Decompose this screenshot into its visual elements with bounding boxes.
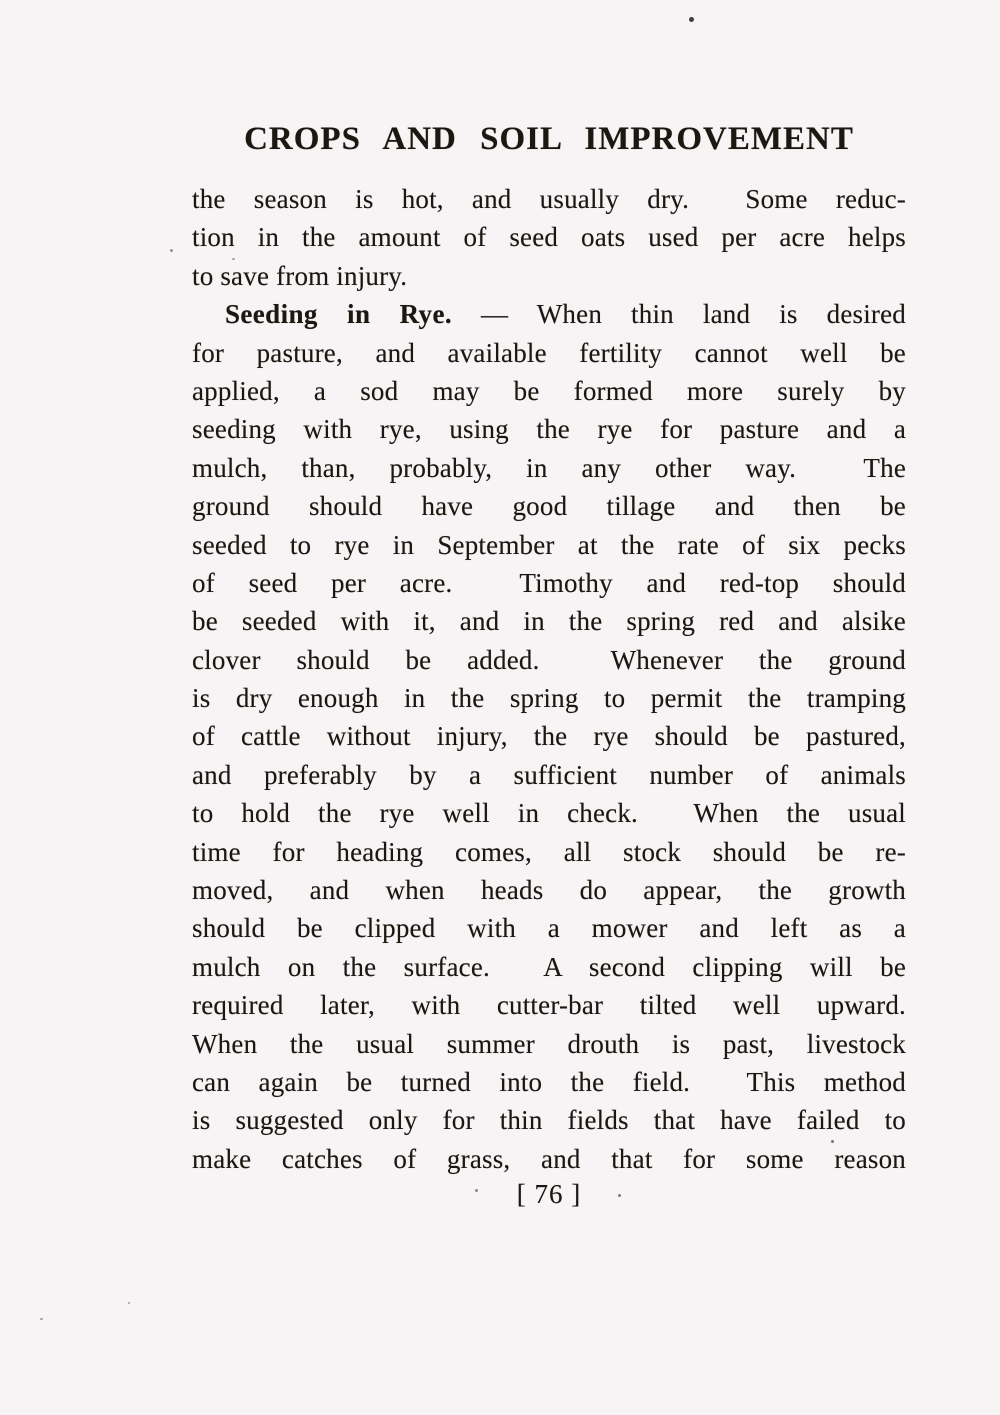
- section-heading: Seeding in Rye.: [225, 299, 452, 330]
- text-line: applied, a sod may be formed more surely by: [192, 375, 906, 406]
- scan-speck: [40, 1318, 43, 1320]
- text-line: to save from injury.: [192, 260, 408, 291]
- scan-speck: [689, 17, 694, 22]
- scan-speck: [170, 249, 173, 252]
- text-line: should be clipped with a mower and left as a: [192, 913, 906, 944]
- page-number: [ 76 ]: [516, 1179, 582, 1209]
- text-line: can again be turned into the field. This method: [192, 1066, 906, 1097]
- text-line: When the usual summer drouth is past, livestock: [192, 1028, 906, 1059]
- text-line: tion in the amount of seed oats used per acre helps: [192, 222, 906, 253]
- text-line: seeded to rye in September at the rate of six pecks: [192, 529, 906, 560]
- text-line: and preferably by a sufficient number of animals: [192, 759, 906, 790]
- body-text: [192, 180, 906, 1178]
- text-line: the season is hot, and usually dry. Some reduc-: [192, 184, 906, 214]
- text-line: make catches of grass, and that for some reason: [192, 1143, 906, 1174]
- scan-speck: [475, 1189, 478, 1192]
- text-line: for pasture, and available fertility cannot well be: [192, 337, 906, 368]
- text-line: be seeded with it, and in the spring red and alsike: [192, 606, 906, 637]
- text-line: mulch, than, probably, in any other way. The: [192, 452, 906, 483]
- text-line: of cattle without injury, the rye should be pastured,: [192, 721, 906, 752]
- text-line: clover should be added. Whenever the ground: [192, 644, 906, 675]
- running-head: CROPS AND SOIL IMPROVEMENT: [244, 121, 854, 157]
- text-line: is suggested only for thin fields that have failed to: [192, 1105, 906, 1136]
- text-line: to hold the rye well in check. When the usual: [192, 798, 906, 829]
- text-line: seeding with rye, using the rye for pasture and a: [192, 414, 906, 445]
- text-line: time for heading comes, all stock should be re-: [192, 836, 906, 867]
- scan-speck: [128, 1302, 130, 1304]
- scan-speck: [618, 1194, 621, 1197]
- text-line: ground should have good tillage and then be: [192, 491, 906, 522]
- text-line: moved, and when heads do appear, the growth: [192, 875, 906, 906]
- scan-speck: [232, 258, 235, 260]
- text-line: of seed per acre. Timothy and red-top should: [192, 567, 906, 598]
- scan-speck: [831, 1140, 834, 1143]
- text-line: required later, with cutter-bar tilted well upward.: [192, 990, 906, 1021]
- text-line: mulch on the surface. A second clipping will be: [192, 951, 906, 982]
- text-line: is dry enough in the spring to permit the tramping: [192, 683, 906, 714]
- text-line: Seeding in Rye. — When thin land is desired: [225, 299, 906, 330]
